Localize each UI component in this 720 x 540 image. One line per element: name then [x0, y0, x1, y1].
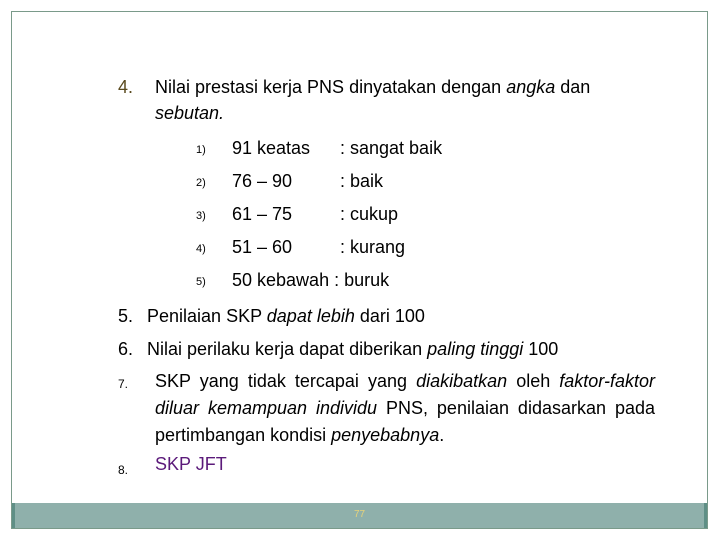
footer-bar: [12, 503, 707, 528]
scale-label: : cukup: [340, 204, 399, 224]
item-7-number: 7.: [118, 377, 129, 391]
page-number: 77: [353, 509, 366, 520]
scale-range: 76 – 90: [232, 171, 293, 191]
item-8-text: SKP JFT: [155, 454, 227, 474]
item-8-number: 8.: [118, 463, 129, 477]
item-7-text: [155, 368, 655, 449]
item-5-number: 5.: [118, 306, 134, 326]
item-7-text-d: .: [439, 425, 445, 445]
scale-marker: 5): [196, 276, 206, 288]
item-4-text-b: dan: [555, 77, 591, 97]
item-6: [118, 336, 558, 362]
item-7-emphasis-diakibatkan: diakibatkan: [416, 371, 508, 391]
scale-range: 50 kebawah : buruk: [232, 270, 390, 290]
item-5: [118, 303, 425, 329]
item-5-text-a: Penilaian SKP: [147, 306, 267, 326]
item-5-emphasis: dapat lebih: [266, 306, 355, 326]
item-4-emphasis-sebutan: sebutan.: [155, 103, 225, 123]
scale-label: : kurang: [340, 237, 406, 257]
item-4-text: [155, 74, 675, 126]
item-7-text-c: PNS, penilaian didasarkan pada pertimbangan kondisi: [155, 398, 655, 445]
item-7-text-a: SKP yang tidak tercapai yang: [155, 371, 417, 391]
scale-label: : baik: [340, 171, 384, 191]
item-7-emphasis-faktor: faktor-faktor diluar kemampuan individu: [155, 371, 655, 418]
item-5-text-b: dari 100: [354, 306, 425, 326]
scale-label: : sangat baik: [340, 138, 443, 158]
scale-marker: 4): [196, 243, 206, 255]
scale-range: 91 keatas: [232, 138, 311, 158]
scale-marker: 2): [196, 177, 206, 189]
item-7-text-b: oleh: [507, 371, 560, 391]
item-6-emphasis: paling tinggi: [427, 339, 524, 359]
scale-marker: 3): [196, 210, 206, 222]
item-6-text-a: Nilai perilaku kerja dapat diberikan: [147, 339, 428, 359]
scale-range: 61 – 75: [232, 204, 293, 224]
item-7-emphasis-penyebabnya: penyebabnya: [331, 425, 440, 445]
item-4-number: 4.: [118, 77, 134, 97]
scale-range: 51 – 60: [232, 237, 293, 257]
item-6-text-b: 100: [523, 339, 559, 359]
scale-marker: 1): [196, 144, 206, 156]
item-6-number: 6.: [118, 339, 134, 359]
item-4-text-a: Nilai prestasi kerja PNS dinyatakan dengan: [155, 77, 507, 97]
item-4-emphasis-angka: angka: [506, 77, 556, 97]
